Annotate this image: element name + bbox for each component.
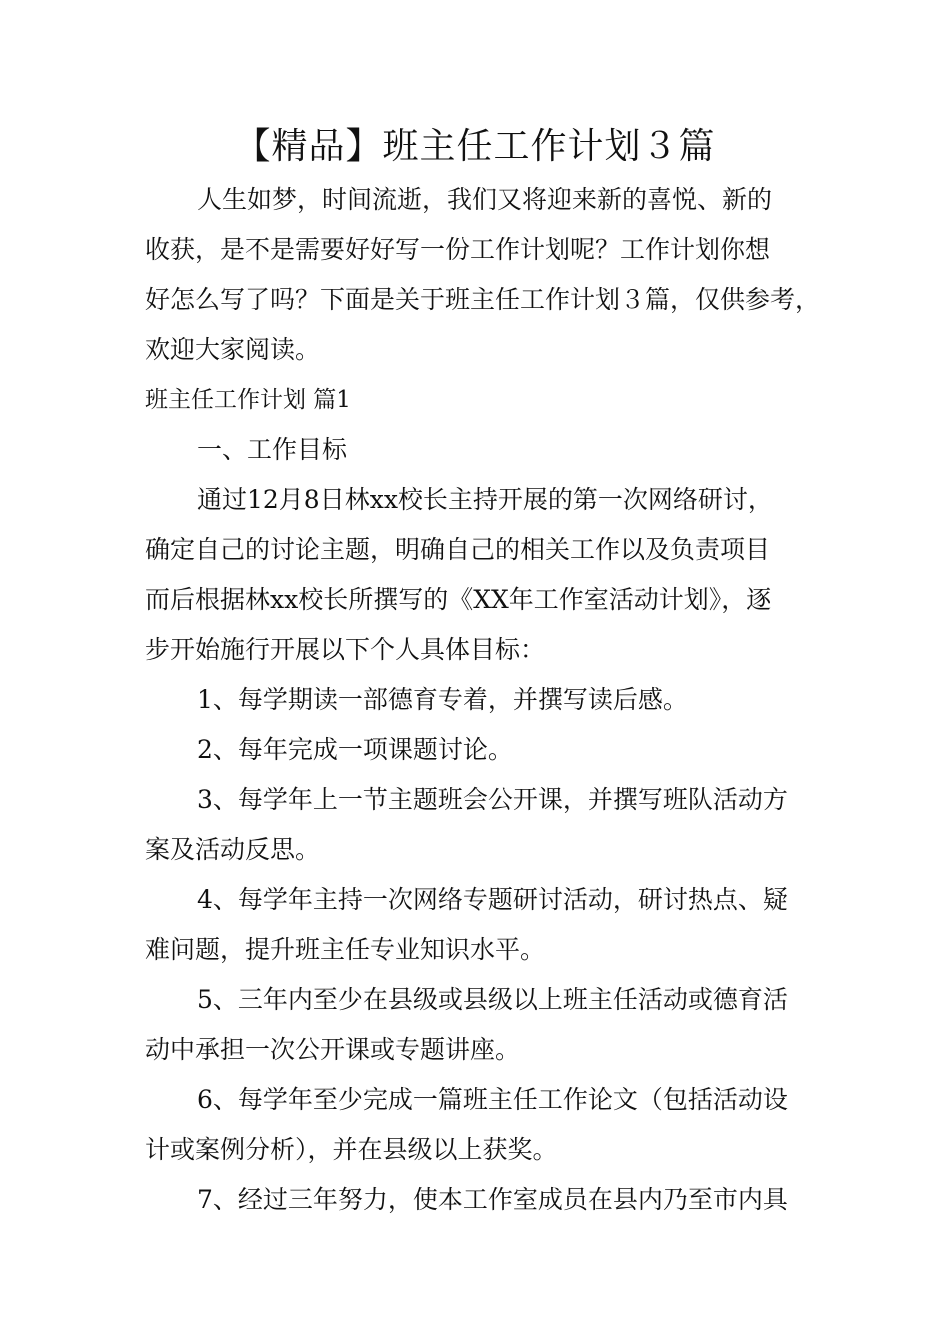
document-title: 【精品】班主任工作计划３篇 [234, 126, 716, 167]
text-line: 通过12月8日林xx校长主持开展的第一次网络研讨， [197, 485, 773, 514]
text-line: 3、每学年上一节主题班会公开课，并撰写班队活动方 [197, 785, 788, 814]
text-line: 步开始施行开展以下个人具体目标： [145, 635, 546, 664]
text-line: 案及活动反思。 [145, 835, 321, 864]
text-line: 4、每学年主持一次网络专题研讨活动，研讨热点、疑 [197, 885, 788, 914]
text-line: 确定自己的讨论主题，明确自己的相关工作以及负责项目 [145, 535, 771, 564]
text-line: 而后根据林xx校长所撰写的《XX年工作室活动计划》，逐 [145, 585, 772, 614]
text-line: 一、工作目标 [197, 435, 348, 464]
text-line: 人生如梦，时间流逝，我们又将迎来新的喜悦、新的 [197, 185, 773, 214]
text-line: 6、每学年至少完成一篇班主任工作论文（包括活动设 [197, 1085, 788, 1114]
document-body [145, 178, 821, 1228]
text-line: 7、经过三年努力，使本工作室成员在县内乃至市内具 [197, 1185, 788, 1214]
text-line: 动中承担一次公开课或专题讲座。 [145, 1035, 521, 1064]
text-line: 5、三年内至少在县级或县级以上班主任活动或德育活 [197, 985, 788, 1014]
text-line: 2、每年完成一项课题讨论。 [197, 735, 513, 764]
text-line: 收获，是不是需要好好写一份工作计划呢？工作计划你想 [145, 235, 771, 264]
text-line: 难问题，提升班主任专业知识水平。 [145, 935, 546, 964]
text-line: 1、每学期读一部德育专着，并撰写读后感。 [197, 685, 688, 714]
text-line: 计或案例分析），并在县级以上获奖。 [145, 1135, 558, 1164]
text-line: 欢迎大家阅读。 [145, 335, 321, 364]
text-line: 好怎么写了吗？下面是关于班主任工作计划３篇，仅供参考， [145, 285, 821, 314]
section-heading: 班主任工作计划 篇1 [145, 387, 351, 413]
